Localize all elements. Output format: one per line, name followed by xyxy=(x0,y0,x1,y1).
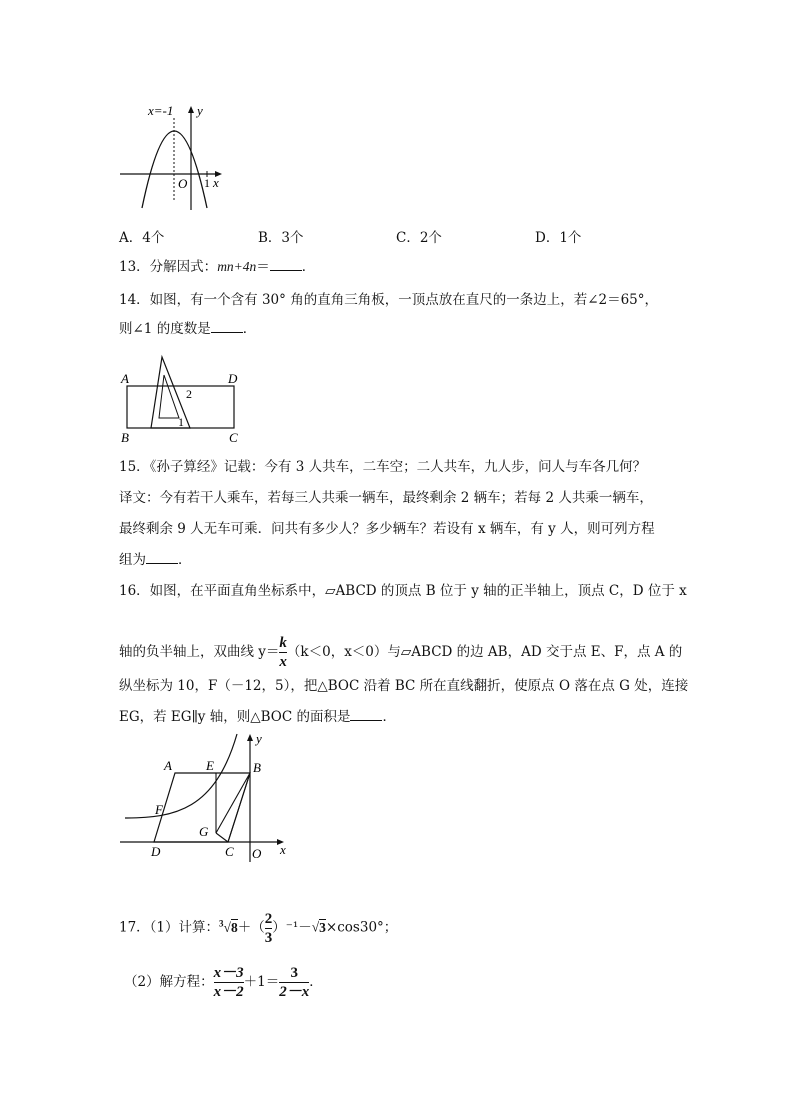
rhs-numerator: 3 xyxy=(290,965,298,981)
rhs-fraction xyxy=(279,965,309,1000)
q13-expression: mn+4n xyxy=(217,259,257,274)
label-f: F xyxy=(155,802,163,817)
q17-part1-prefix: 17．（1）计算： xyxy=(119,919,220,936)
q16-line2-post: （k＜0，x＜0）与▱ABCD 的边 AB，AD 交于点 E、F，点 A 的 xyxy=(286,644,683,660)
label-g: G xyxy=(199,824,209,839)
question-15-line-2: 译文：今有若干人乘车，若每三人共乘一辆车，最终剩余 2 辆车；若每 2 人共乘一辆车， xyxy=(119,490,653,506)
question-15-line-1: 15．《孙子算经》记载：今有 3 人共车，二车空；二人共车，九人步，问人与车各几何？ xyxy=(119,459,647,475)
question-14-line-1: 14．如图，有一个含有 30° 角的直角三角板，一顶点放在直尺的一条边上，若∠2＝65°， xyxy=(119,292,659,308)
q16-line4-text: EG，若 EG∥y 轴，则△BOC 的面积是 xyxy=(119,709,351,725)
q12-option-a: A．4个 xyxy=(119,230,165,246)
y-axis-label: y xyxy=(256,731,262,746)
q12-option-c: C．2个 xyxy=(396,230,442,246)
x-axis-label: x xyxy=(280,842,286,857)
q16-end: ． xyxy=(382,709,396,725)
label-a: A xyxy=(121,371,129,386)
origin-label: O xyxy=(178,176,188,191)
q14-ruler-triangle-figure xyxy=(115,352,250,447)
question-16-line-4 xyxy=(119,708,396,726)
one-label: 1 xyxy=(204,176,210,190)
question-16-line-3: 纵坐标为 10，F（－12，5），把△BOC 沿着 BC 所在直线翻折，使原点 O 落在点 G 处，连接 xyxy=(119,678,689,694)
q17-plus-one: ＋1＝ xyxy=(243,974,280,990)
q14-line2-text: 则∠1 的度数是 xyxy=(119,321,211,337)
segment-gc xyxy=(216,833,228,842)
q17-part2-prefix: （2）解方程： xyxy=(124,974,214,990)
q16-k-over-x-fraction xyxy=(279,635,287,670)
label-o: O xyxy=(252,846,262,861)
radicand-3: 3 xyxy=(319,919,326,935)
root-index: 3 xyxy=(219,918,224,928)
q13-prefix: 13．分解因式： xyxy=(119,259,218,275)
label-a: A xyxy=(164,758,172,773)
q16-answer-blank[interactable] xyxy=(350,708,382,721)
fraction-numerator: k xyxy=(279,635,287,651)
fraction-denominator: 3 xyxy=(264,929,273,946)
q14-end: ． xyxy=(242,321,257,337)
lhs-numerator: x－3 xyxy=(213,965,244,981)
lhs-fraction xyxy=(214,965,244,1000)
triangle-inner xyxy=(159,375,179,418)
question-16-line-2 xyxy=(119,632,682,672)
lhs-denominator: x－2 xyxy=(213,984,244,1000)
fraction-denominator: x xyxy=(279,654,287,670)
x-axis-label: x xyxy=(213,175,219,190)
angle-2-label: 2 xyxy=(186,387,192,401)
y-axis-label: y xyxy=(197,103,203,118)
symmetry-axis-label: x=-1 xyxy=(148,103,174,118)
label-b: B xyxy=(121,430,129,445)
q15-answer-blank[interactable] xyxy=(146,551,178,564)
rhs-denominator: 2－x xyxy=(279,984,310,1000)
label-c: C xyxy=(229,430,238,445)
question-15-line-4 xyxy=(119,551,192,569)
q17-times-cos: ×cos30°； xyxy=(325,919,398,936)
hyperbola-curve xyxy=(125,734,237,818)
segment-bg xyxy=(216,773,250,833)
q15-end: ． xyxy=(178,552,192,568)
q12-option-d: D．1个 xyxy=(535,230,582,246)
question-17-part-2 xyxy=(124,962,323,1002)
q15-line4-text: 组为 xyxy=(119,552,146,568)
q13-equals: ＝ xyxy=(256,259,270,275)
label-d: D xyxy=(151,844,161,859)
q13-end: ． xyxy=(301,259,316,275)
angle-1-label: 1 xyxy=(178,415,184,429)
cube-root-8: $^3$√8 xyxy=(219,918,238,935)
segment-bc xyxy=(228,773,250,842)
label-b: B xyxy=(253,760,261,775)
q17-end: ． xyxy=(309,974,323,990)
label-e: E xyxy=(206,758,214,773)
question-16-line-1: 16．如图，在平面直角坐标系中，▱ABCD 的顶点 B 位于 y 轴的正半轴上，顶点 C，D 位于 x xyxy=(119,583,687,599)
q17-close-power: ）⁻¹－ xyxy=(272,919,312,936)
fraction-numerator: 2 xyxy=(264,910,273,927)
q12-option-b: B．3个 xyxy=(258,230,304,246)
label-c: C xyxy=(225,844,234,859)
q13-answer-blank[interactable] xyxy=(270,258,302,271)
question-15-line-3: 最终剩余 9 人无车可乘．问共有多少人？多少辆车？若设有 x 辆车，有 y 人，则可列方程 xyxy=(119,521,655,537)
q17-plus-paren: ＋（ xyxy=(237,919,265,936)
q12-parabola-figure xyxy=(115,100,230,215)
radicand-8: 8 xyxy=(230,919,238,935)
question-13 xyxy=(119,258,315,276)
y-axis-arrow xyxy=(247,734,253,741)
q16-coordinate-figure xyxy=(115,730,295,870)
y-axis-arrow xyxy=(188,106,194,113)
q14-answer-blank[interactable] xyxy=(211,320,243,333)
question-14-line-2 xyxy=(119,320,256,338)
square-root-3: √3 xyxy=(311,919,326,935)
label-d: D xyxy=(228,371,238,386)
q16-line2-pre: 轴的负半轴上，双曲线 y＝ xyxy=(119,644,280,660)
question-17-part-1 xyxy=(119,903,397,948)
